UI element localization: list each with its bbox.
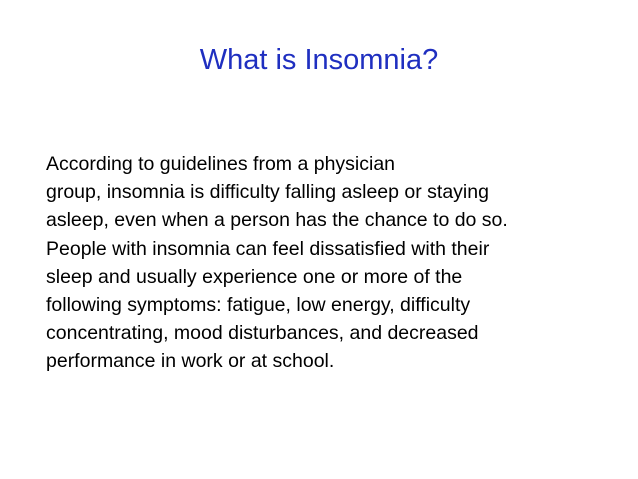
body-line: asleep, even when a person has the chance to do so.: [46, 209, 508, 232]
body-line: group, insomnia is difficulty falling asleep or staying: [46, 181, 489, 204]
body-line: According to guidelines from a physician: [46, 153, 396, 175]
body-line: following symptoms: fatigue, low energy, difficulty: [46, 294, 471, 317]
slide-title: What is Insomnia?: [199, 44, 439, 76]
body-line: People with insomnia can feel dissatisfied with their: [46, 237, 490, 260]
body-line: sleep and usually experience one or more of the: [46, 265, 463, 288]
slide-body: [46, 150, 626, 376]
body-line: performance in work or at school.: [46, 350, 335, 373]
body-line: concentrating, mood disturbances, and decreased: [46, 322, 479, 345]
